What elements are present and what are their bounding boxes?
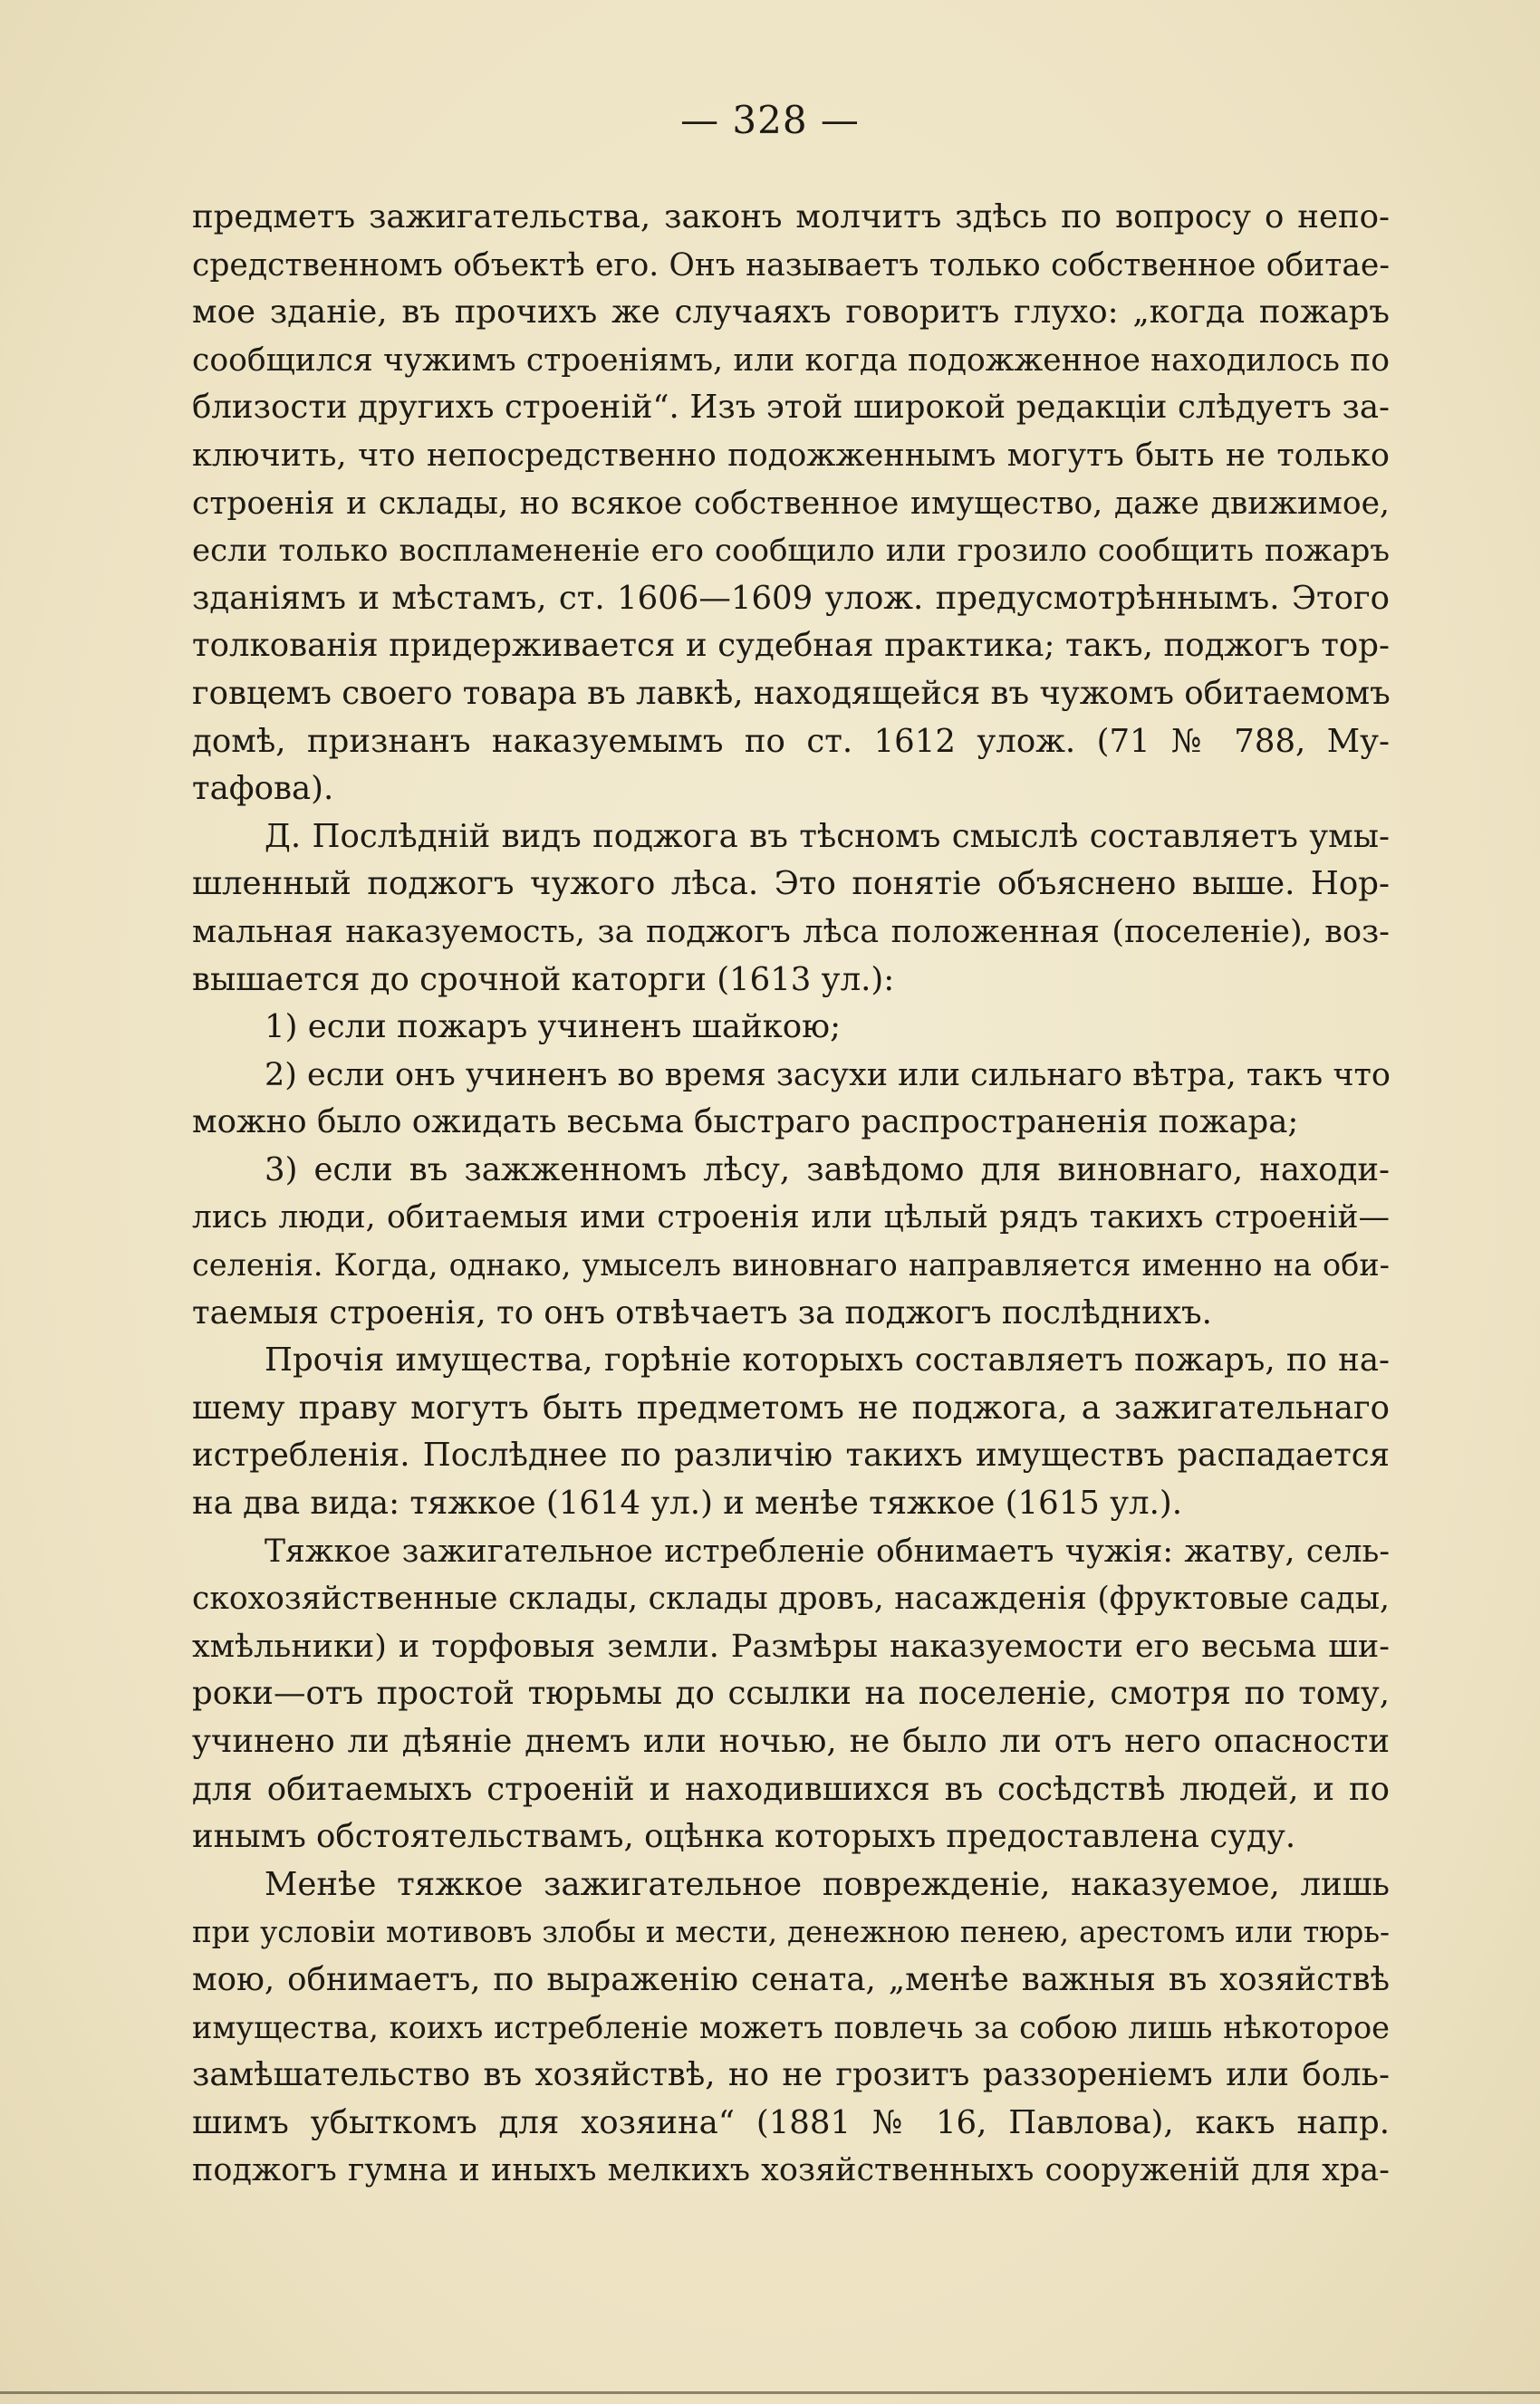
text-line: роки—отъ простой тюрьмы до ссылки на поселеніе, смотря по тому,: [192, 1675, 1390, 1713]
text-line: таемыя строенія, то онъ отвѣчаетъ за поджогъ послѣднихъ.: [192, 1293, 1212, 1332]
text-line: можно было ожидать весьма быстраго распространенія пожара;: [192, 1103, 1299, 1141]
text-line: если только воспламененіе его сообщило или грозило сообщить пожаръ: [192, 533, 1390, 570]
text-line: сообщился чужимъ строеніямъ, или когда подожженное находилось по: [192, 341, 1390, 379]
text-line: зданіямъ и мѣстамъ, ст. 1606—1609 улож. предусмотрѣннымъ. Этого: [192, 579, 1390, 617]
text-line: предметъ зажигательства, законъ молчитъ здѣсь по вопросу о непо-: [192, 198, 1390, 236]
list-item: 1) если пожаръ учиненъ шайкою;: [265, 1008, 842, 1046]
text-line: для обитаемыхъ строеній и находившихся въ сосѣдствѣ людей, и по: [192, 1770, 1390, 1808]
text-line: говцемъ своего товара въ лавкѣ, находящейся въ чужомъ обитаемомъ: [192, 674, 1391, 712]
text-line: средственномъ объектѣ его. Онъ называетъ только собственное обитае-: [192, 246, 1390, 284]
text-line: замѣшательство въ хозяйствѣ, но не грозитъ раззореніемъ или боль-: [192, 2056, 1390, 2094]
text-line: Тяжкое зажигательное истребленіе обнимаетъ чужія: жатву, сель-: [265, 1533, 1390, 1570]
text-line: Менѣе тяжкое зажигательное поврежденіе, наказуемое, лишь: [265, 1865, 1390, 1903]
page-number: — 328 —: [680, 98, 860, 142]
text-line: инымъ обстоятельствамъ, оцѣнка которыхъ предоставлена суду.: [192, 1818, 1296, 1856]
text-line: строенія и склады, но всякое собственное имущество, даже движимое,: [192, 485, 1390, 522]
body-text: [192, 194, 1390, 2195]
text-line: хмѣльники) и торфовыя земли. Размѣры наказуемости его весьма ши-: [192, 1628, 1390, 1665]
text-line: Д. Послѣдній видъ поджога въ тѣсномъ смыслѣ составляетъ умы-: [265, 817, 1390, 855]
text-line: имущества, коихъ истребленіе можетъ повлечь за собою лишь нѣкоторое: [192, 2009, 1390, 2045]
text-line: шему праву могутъ быть предметомъ не поджога, а зажигательнаго: [192, 1389, 1390, 1427]
text-line: на два вида: тяжкое (1614 ул.) и менѣе тяжкое (1615 ул.).: [192, 1485, 1183, 1523]
text-line: ключить, что непосредственно подожженнымъ могутъ быть не только: [192, 437, 1390, 474]
text-line: поджогъ гумна и иныхъ мелкихъ хозяйственныхъ сооруженій для хра-: [192, 2152, 1390, 2189]
text-line: лись люди, обитаемыя ими строенія или цѣлый рядъ такихъ строеній—: [192, 1199, 1390, 1236]
text-line: скохозяйственные склады, склады дровъ, насажденія (фруктовые сады,: [192, 1581, 1390, 1618]
text-line: домѣ, признанъ наказуемымъ по ст. 1612 улож. (71 № 788, Му-: [192, 722, 1390, 760]
text-line: мальная наказуемость, за поджогъ лѣса положенная (поселеніе), воз-: [192, 913, 1390, 950]
list-item: 2) если онъ учиненъ во время засухи или сильнаго вѣтра, такъ что: [265, 1056, 1391, 1093]
text-line: шимъ убыткомъ для хозяина“ (1881 № 16, Павлова), какъ напр.: [192, 2103, 1390, 2141]
list-item: 3) если въ зажженномъ лѣсу, завѣдомо для виновнаго, находи-: [265, 1150, 1390, 1188]
text-line: тафова).: [192, 770, 334, 808]
text-line: вышается до срочной каторги (1613 ул.):: [192, 960, 895, 998]
text-line: шленный поджогъ чужого лѣса. Это понятіе объяснено выше. Нор-: [192, 865, 1390, 903]
text-line: селенія. Когда, однако, умыселъ виновнаго направляется именно на оби-: [192, 1247, 1390, 1284]
text-line: при условіи мотивовъ злобы и мести, денежною пенею, арестомъ или тюрь-: [192, 1915, 1390, 1950]
text-line: истребленія. Послѣднее по различію такихъ имуществъ распадается: [192, 1437, 1390, 1475]
text-line: Прочія имущества, горѣніе которыхъ составляетъ пожаръ, по на-: [265, 1341, 1390, 1380]
text-line: близости другихъ строеній“. Изъ этой широкой редакціи слѣдуетъ за-: [192, 389, 1390, 427]
text-line: толкованія придерживается и судебная практика; такъ, поджогъ тор-: [192, 627, 1390, 665]
text-line: мое зданіе, въ прочихъ же случаяхъ говоритъ глухо: „когда пожаръ: [192, 293, 1390, 332]
text-line: мою, обнимаетъ, по выраженію сената, „менѣе важныя въ хозяйствѣ: [192, 1960, 1390, 1998]
page-edge-rule: [0, 2391, 1540, 2394]
text-line: учинено ли дѣяніе днемъ или ночью, не было ли отъ него опасности: [192, 1723, 1390, 1760]
